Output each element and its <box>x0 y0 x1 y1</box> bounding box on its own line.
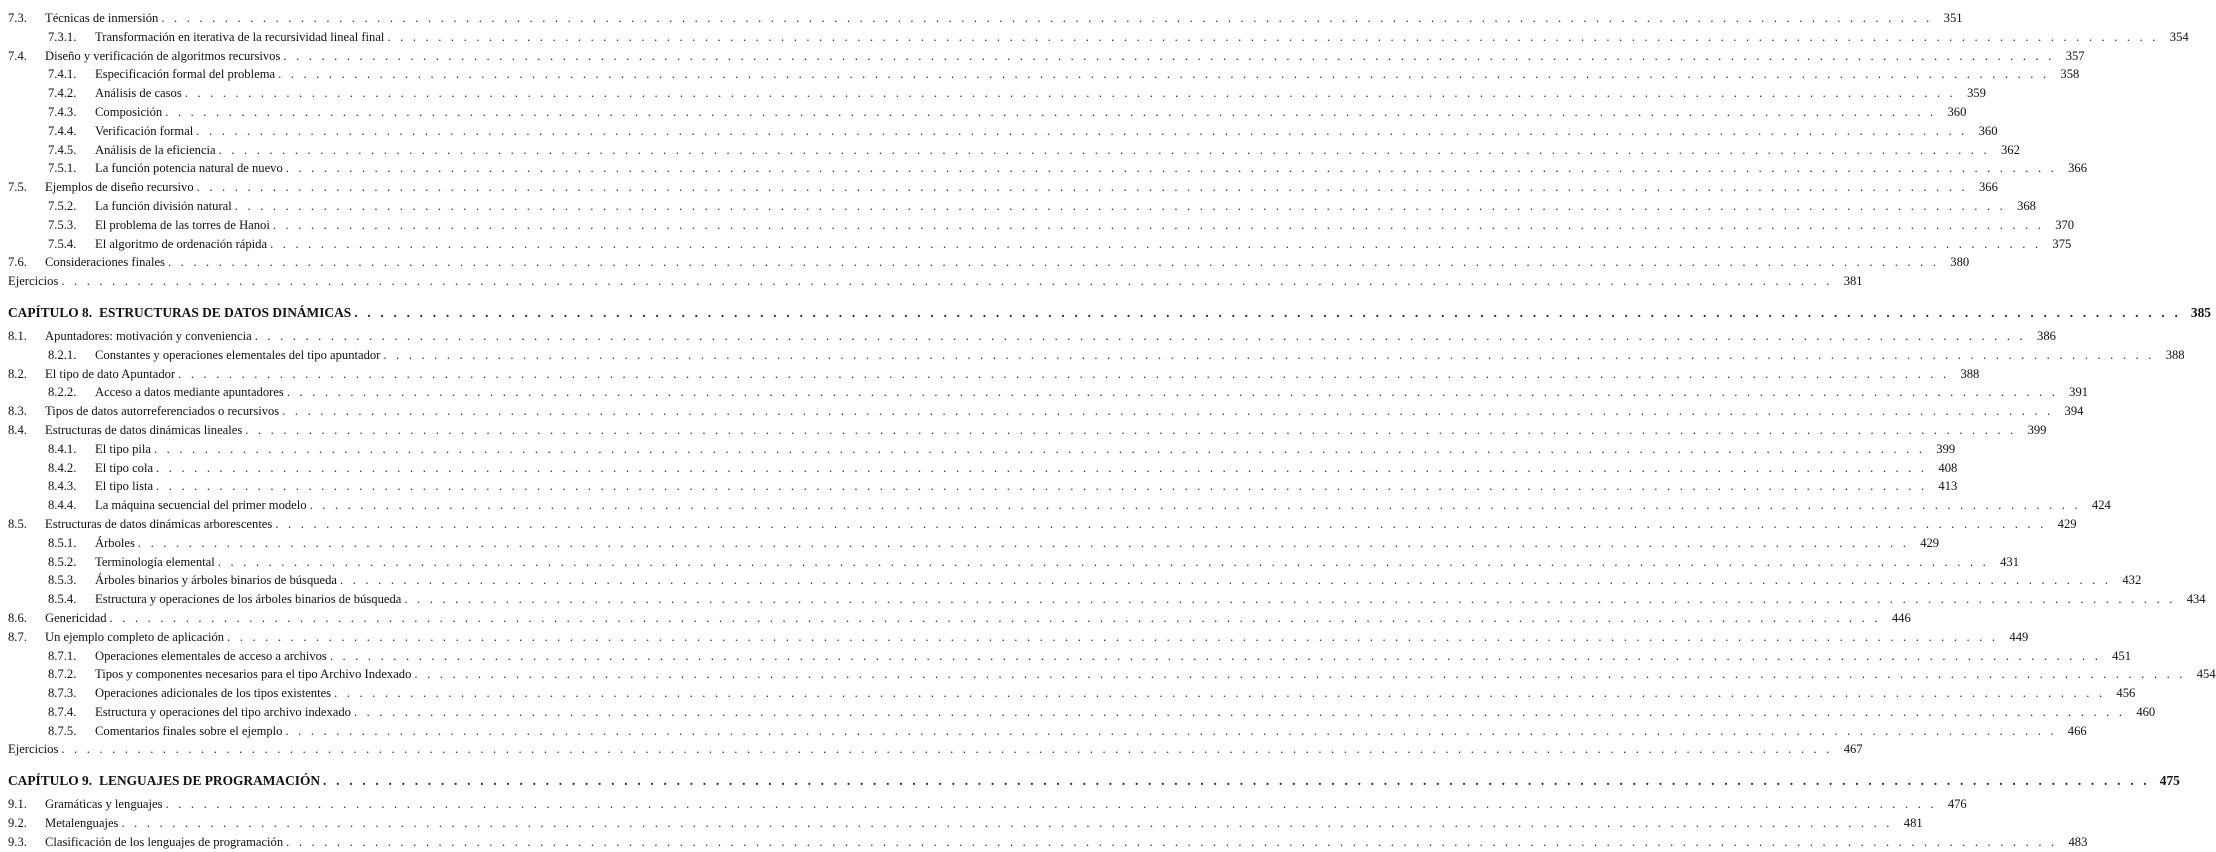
toc-entry-title: El algoritmo de ordenación rápida <box>95 236 268 251</box>
toc-entry-title: El problema de las torres de Hanoi <box>95 217 270 232</box>
toc-entry <box>8 365 1980 384</box>
toc-entry <box>8 647 2132 666</box>
toc-entry-number: 9.1. <box>8 797 27 812</box>
toc-chapter-heading <box>8 769 2180 793</box>
toc-page-number: 366 <box>1978 180 1998 195</box>
toc-entry-title: La máquina secuencial del primer modelo <box>95 498 307 513</box>
toc-dot-leader <box>245 421 2016 440</box>
toc-dot-leader <box>110 609 1881 628</box>
toc-entry-number: CAPÍTULO 8. <box>8 304 93 320</box>
toc-page-number: 408 <box>1938 460 1958 475</box>
toc-entry <box>8 216 2075 235</box>
toc-page-number: 368 <box>2017 198 2036 213</box>
toc-page-number: 434 <box>2186 592 2206 607</box>
toc-entry-title: Ejercicios <box>8 742 59 757</box>
toc-page-number: 432 <box>2122 573 2142 588</box>
toc-page-number: 354 <box>2169 29 2189 44</box>
toc-entry-number: 7.4.2. <box>48 86 77 101</box>
toc-entry-title: El tipo pila <box>95 441 151 456</box>
toc-entry-title: Árboles <box>95 535 135 550</box>
toc-entry-title: Estructuras de datos dinámicas arborescentes <box>45 516 273 531</box>
toc-dot-leader <box>270 235 2041 254</box>
toc-page-number: 381 <box>1843 274 1863 289</box>
toc-entry-number: 7.4.3. <box>48 104 77 119</box>
toc-page-number: 429 <box>2057 516 2077 531</box>
toc-entry-number: 8.4.2. <box>48 460 77 475</box>
toc-dot-leader <box>154 440 1925 459</box>
toc-dot-leader <box>354 301 2181 325</box>
toc-entry-title: LENGUAJES DE PROGRAMACIÓN <box>99 773 321 789</box>
toc-entry-number: 8.7.5. <box>48 723 77 738</box>
toc-entry-number: 8.7.1. <box>48 648 77 663</box>
toc-entry <box>8 553 2019 572</box>
toc-entry <box>8 197 2036 216</box>
toc-entry-number: 7.5.1. <box>48 161 77 176</box>
toc-entry <box>8 84 1986 103</box>
toc-dot-leader <box>178 365 1949 384</box>
toc-entry <box>8 722 2087 741</box>
toc-chapter-heading <box>8 301 2211 325</box>
toc-entry-title: Constantes y operaciones elementales del tipo apuntador <box>95 347 381 362</box>
toc-dot-leader <box>383 346 2154 365</box>
toc-dot-leader <box>414 665 2185 684</box>
toc-entry-number: 7.3.1. <box>48 29 77 44</box>
toc-entry <box>8 141 2020 160</box>
toc-page-number: 359 <box>1967 86 1986 101</box>
toc-entry-number: 8.4.4. <box>48 498 77 513</box>
toc-entry <box>8 103 1967 122</box>
toc-entry-number: 8.7.3. <box>48 686 77 701</box>
toc-page-number: 375 <box>2052 236 2072 251</box>
toc-dot-leader <box>330 647 2101 666</box>
toc-entry <box>8 421 2047 440</box>
toc-entry-number: 8.2.2. <box>48 385 77 400</box>
toc-entry <box>8 740 1863 759</box>
toc-entry <box>8 122 1998 141</box>
toc-dot-leader <box>196 122 1967 141</box>
toc-entry-number: CAPÍTULO 9. <box>8 773 93 789</box>
toc-page-number: 466 <box>2067 723 2087 738</box>
toc-entry <box>8 402 2084 421</box>
toc-entry <box>8 665 2216 684</box>
toc-dot-leader <box>310 496 2081 515</box>
toc-dot-leader <box>282 402 2053 421</box>
toc-page-number: 454 <box>2196 667 2216 682</box>
toc-dot-leader <box>185 84 1956 103</box>
toc-entry <box>8 253 1970 272</box>
toc-page-number: 386 <box>2037 328 2056 343</box>
toc-page-number: 460 <box>2136 704 2156 719</box>
toc-entry <box>8 235 2072 254</box>
toc-entry-title: Un ejemplo completo de aplicación <box>45 629 225 644</box>
toc-entry-title: Estructura y operaciones del tipo archivo indexado <box>95 704 351 719</box>
toc-page-number: 357 <box>2065 48 2085 63</box>
toc-page-number: 451 <box>2112 648 2132 663</box>
toc-page-number: 431 <box>2000 554 2019 569</box>
toc-dot-leader <box>227 628 1998 647</box>
toc-entry-number: 7.5. <box>8 180 27 195</box>
toc-page-number: 388 <box>2165 347 2185 362</box>
toc-page-number: 449 <box>2009 629 2029 644</box>
toc-entry-number: 7.5.4. <box>48 236 77 251</box>
toc-page-number: 394 <box>2064 404 2084 419</box>
toc-entry-number: 8.4. <box>8 422 27 437</box>
toc-entry-title: Operaciones elementales de acceso a archivos <box>95 648 327 663</box>
toc-entry-title: El tipo lista <box>95 479 154 494</box>
toc-entry <box>8 534 1940 553</box>
toc-page-number: 429 <box>1920 535 1940 550</box>
toc-dot-leader <box>404 590 2175 609</box>
toc-entry-number: 8.3. <box>8 404 27 419</box>
toc-page-number: 399 <box>1936 441 1956 456</box>
toc-entry-title: Transformación en iterativa de la recursividad lineal final <box>95 29 385 44</box>
toc-entry <box>8 440 1956 459</box>
toc-page-number: 399 <box>2027 422 2047 437</box>
toc-entry-title: Gramáticas y lenguajes <box>45 797 163 812</box>
toc-page-number: 467 <box>1843 742 1863 757</box>
toc-entry <box>8 272 1863 291</box>
toc-entry <box>8 515 2077 534</box>
toc-entry-title: Estructura y operaciones de los árboles binarios de búsqueda <box>95 592 402 607</box>
toc-entry <box>8 28 2189 47</box>
toc-page-number: 475 <box>2159 773 2180 789</box>
toc-page-number: 483 <box>2068 834 2088 849</box>
toc-entry <box>8 47 2085 66</box>
toc-dot-leader <box>323 769 2150 793</box>
toc-entry-number: 7.4.1. <box>48 67 77 82</box>
toc-entry-title: La función división natural <box>95 198 232 213</box>
toc-entry <box>8 9 1963 28</box>
toc-entry-title: El tipo de dato Apuntador <box>45 366 176 381</box>
toc-entry <box>8 795 1967 814</box>
toc-page-number: 391 <box>2069 385 2089 400</box>
toc-entry-number: 7.4.4. <box>48 123 77 138</box>
toc-page-number: 385 <box>2190 304 2211 320</box>
toc-page-number: 476 <box>1947 797 1967 812</box>
toc-entry-title: Especificación formal del problema <box>95 67 276 82</box>
toc-dot-leader <box>340 571 2111 590</box>
toc-entry-title: Terminología elemental <box>95 554 215 569</box>
toc-dot-leader <box>278 65 2049 84</box>
toc-dot-leader <box>165 103 1936 122</box>
toc-entry-title: La función potencia natural de nuevo <box>95 161 283 176</box>
toc-entry <box>8 178 1998 197</box>
toc-entry <box>8 684 2136 703</box>
toc-entry-title: Acceso a datos mediante apuntadores <box>95 385 284 400</box>
toc-page-number: 456 <box>2116 686 2136 701</box>
toc-dot-leader <box>219 141 1990 160</box>
toc-entry-number: 8.4.3. <box>48 479 77 494</box>
toc-page-number: 413 <box>1938 479 1958 494</box>
toc-dot-leader <box>286 833 2057 852</box>
toc-entry-number: 7.6. <box>8 255 27 270</box>
toc-dot-leader <box>255 327 2026 346</box>
toc-page-number: 424 <box>2091 498 2111 513</box>
toc-entry-title: ESTRUCTURAS DE DATOS DINÁMICAS <box>99 304 352 320</box>
toc-entry-number: 9.3. <box>8 834 27 849</box>
toc-entry <box>8 703 2156 722</box>
toc-entry-title: Consideraciones finales <box>45 255 165 270</box>
toc-entry <box>8 833 2088 852</box>
table-of-contents <box>8 9 2216 852</box>
toc-entry-number: 8.6. <box>8 610 27 625</box>
toc-entry-title: Verificación formal <box>95 123 194 138</box>
toc-entry-number: 7.4. <box>8 48 27 63</box>
toc-entry-title: Ejercicios <box>8 274 59 289</box>
toc-entry-title: Operaciones adicionales de los tipos existentes <box>95 686 332 701</box>
toc-dot-leader <box>354 703 2125 722</box>
toc-entry-number: 7.5.3. <box>48 217 77 232</box>
toc-page-number: 362 <box>2000 142 2020 157</box>
toc-page-number: 446 <box>1891 610 1911 625</box>
toc-dot-leader <box>166 795 1937 814</box>
toc-page-number: 388 <box>1960 366 1980 381</box>
toc-entry <box>8 65 2080 84</box>
toc-entry <box>8 459 1958 478</box>
toc-entry-title: Apuntadores: motivación y conveniencia <box>45 328 252 343</box>
toc-entry-number: 8.5.3. <box>48 573 77 588</box>
toc-dot-leader <box>121 814 1892 833</box>
toc-dot-leader <box>61 272 1832 291</box>
toc-page-number: 358 <box>2060 67 2080 82</box>
toc-entry-title: Análisis de la eficiencia <box>95 142 216 157</box>
toc-entry-number: 7.3. <box>8 11 27 25</box>
toc-entry-number: 7.4.5. <box>48 142 77 157</box>
toc-dot-leader <box>286 159 2057 178</box>
toc-dot-leader <box>287 383 2058 402</box>
toc-dot-leader <box>138 534 1909 553</box>
toc-entry-title: Tipos de datos autorreferenciados o recursivos <box>45 404 280 419</box>
toc-entry-number: 8.7.4. <box>48 704 77 719</box>
toc-entry-number: 8.7. <box>8 629 27 644</box>
toc-page-number: 380 <box>1950 255 1970 270</box>
toc-page-number: 360 <box>1947 104 1967 119</box>
toc-page-number: 360 <box>1978 123 1998 138</box>
toc-entry <box>8 383 2089 402</box>
toc-entry-number: 8.2. <box>8 366 27 381</box>
toc-page-number: 351 <box>1943 11 1963 25</box>
toc-entry-title: Árboles binarios y árboles binarios de búsqueda <box>95 573 338 588</box>
toc-page-number: 481 <box>1903 816 1923 831</box>
toc-page-number: 370 <box>2055 217 2075 232</box>
toc-dot-leader <box>61 740 1832 759</box>
toc-entry-number: 8.5. <box>8 516 27 531</box>
toc-entry <box>8 571 2142 590</box>
toc-page-number: 366 <box>2068 161 2087 176</box>
toc-entry-title: Estructuras de datos dinámicas lineales <box>45 422 243 437</box>
toc-entry-title: Ejemplos de diseño recursivo <box>45 180 194 195</box>
toc-dot-leader <box>168 253 1939 272</box>
toc-entry <box>8 496 2111 515</box>
toc-dot-leader <box>387 28 2158 47</box>
toc-entry <box>8 590 2206 609</box>
toc-entry-title: Tipos y componentes necesarios para el tipo Archivo Indexado <box>95 667 412 682</box>
toc-dot-leader <box>275 515 2046 534</box>
toc-entry-number: 8.2.1. <box>48 347 77 362</box>
toc-dot-leader <box>334 684 2105 703</box>
toc-entry-title: Técnicas de inmersión <box>45 11 159 25</box>
toc-entry-title: Clasificación de los lenguajes de programación <box>45 834 284 849</box>
toc-entry-title: Composición <box>95 104 163 119</box>
toc-entry-number: 7.5.2. <box>48 198 77 213</box>
toc-entry-number: 8.5.1. <box>48 535 77 550</box>
toc-entry-number: 9.2. <box>8 816 27 831</box>
toc-entry-title: Análisis de casos <box>95 86 182 101</box>
toc-dot-leader <box>273 216 2044 235</box>
toc-dot-leader <box>285 722 2056 741</box>
toc-entry-title: Diseño y verificación de algoritmos recursivos <box>45 48 281 63</box>
toc-entry <box>8 477 1958 496</box>
toc-dot-leader <box>197 178 1968 197</box>
toc-entry-title: Metalenguajes <box>45 816 119 831</box>
toc-entry-number: 8.1. <box>8 328 27 343</box>
toc-entry-title: Genericidad <box>45 610 107 625</box>
toc-entry-number: 8.5.2. <box>48 554 77 569</box>
toc-entry <box>8 814 1923 833</box>
toc-dot-leader <box>156 459 1927 478</box>
toc-dot-leader <box>218 553 1989 572</box>
toc-dot-leader <box>283 47 2054 66</box>
toc-entry-title: El tipo cola <box>95 460 154 475</box>
toc-entry-number: 8.7.2. <box>48 667 77 682</box>
toc-entry <box>8 346 2185 365</box>
toc-dot-leader <box>161 9 1932 28</box>
toc-entry-title: Comentarios finales sobre el ejemplo <box>95 723 283 738</box>
toc-entry <box>8 609 1911 628</box>
toc-entry-number: 8.5.4. <box>48 592 77 607</box>
toc-entry <box>8 159 2087 178</box>
toc-entry <box>8 327 2056 346</box>
toc-dot-leader <box>156 477 1927 496</box>
toc-dot-leader <box>235 197 2006 216</box>
toc-entry-number: 8.4.1. <box>48 441 77 456</box>
toc-entry <box>8 628 2029 647</box>
